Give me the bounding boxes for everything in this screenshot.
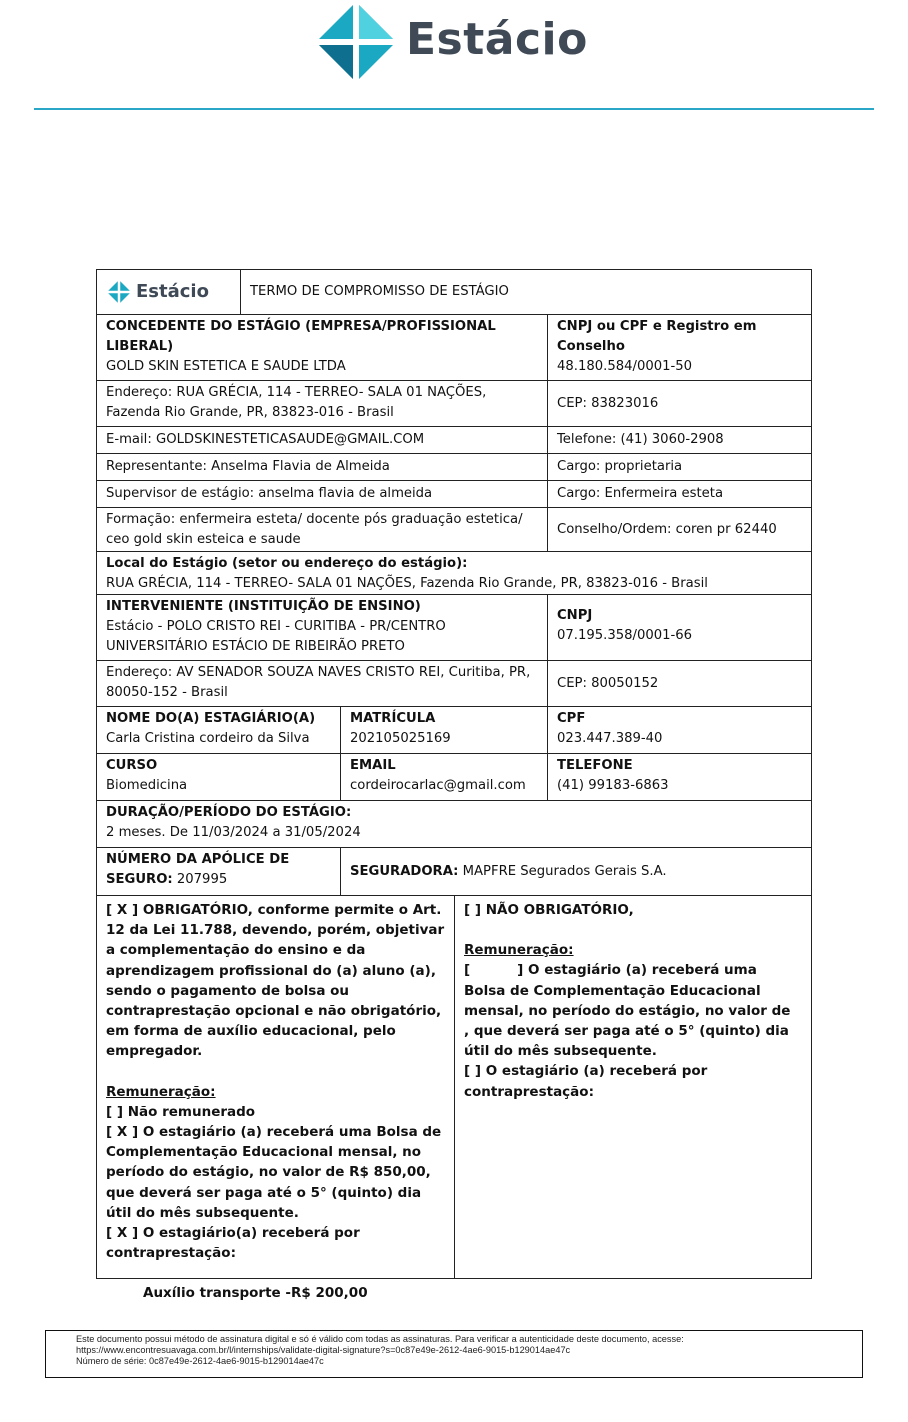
course-label: CURSO [106,758,158,773]
header-brand: Estácio [406,14,588,65]
student-name-label: NOME DO(A) ESTAGIÁRIO(A) [106,711,316,726]
signature-validation-link[interactable]: https://www.encontresuavaga.com.br/l/internships/validate-digital-signature?s=0c87e49e-2612-4ae6-9015-b129014ae47c [76,1345,571,1355]
duration-label: DURAÇÃO/PERÍODO DO ESTÁGIO: [106,805,352,820]
duration-row [97,800,811,847]
interveniente-name: Estácio - POLO CRISTO REI - CURITIBA - PR/CENTRO UNIVERSITÁRIO ESTÁCIO DE RIBEIRÃO PRETO [106,619,446,654]
interveniente-cnpj: 07.195.358/0001-66 [557,628,693,643]
student-email-label: EMAIL [350,758,396,773]
interveniente-label: INTERVENIENTE (INSTITUIÇÃO DE ENSINO) [106,599,421,614]
supervisor: Supervisor de estágio: anselma flavia de almeida [106,486,433,501]
policy-label: NÚMERO DA APÓLICE DE SEGURO: [106,852,290,887]
header-divider [34,108,874,110]
interveniente-cell [97,595,547,660]
estacio-small-logo-icon [106,279,132,305]
contact-row [97,426,811,453]
concedente-label: CONCEDENTE DO ESTÁGIO (EMPRESA/PROFISSIONAL LIBERAL) [106,319,496,354]
course-row [97,753,811,800]
title-row [97,270,811,314]
obrigatorio-rem-label: Remuneração: [106,1083,216,1100]
concedente-cnpj-cell [547,315,811,380]
interveniente-address-row [97,660,811,706]
obrigatorio-opt3: [ X ] O estagiário(a) receberá por contraprestação: [106,1225,360,1262]
concedente-address: Endereço: RUA GRÉCIA, 114 - TERREO- SALA 01 NAÇÕES, Fazenda Rio Grande, PR, 83823-016 - Brasil [106,385,487,420]
internship-type-section [97,895,885,1302]
duration-cell [97,801,811,847]
serial-number: Número de série: 0c87e49e-2612-4ae6-9015-b129014ae47c [76,1356,324,1366]
interveniente-address: Endereço: AV SENADOR SOUZA NAVES CRISTO REI, Curitiba, PR, 80050-152 - Brasil [106,665,531,700]
concedente-name: GOLD SKIN ESTETICA E SAUDE LTDA [106,359,346,374]
student-name: Carla Cristina cordeiro da Silva [106,731,310,746]
insurer-name: MAPFRE Segurados Gerais S.A. [462,863,667,879]
nao-obrigatorio-opt1: [ ] O estagiário (a) receberá uma Bolsa de Complementação Educacional mensal, no período do estágio, no valor de , que deverá ser paga até o 5° (quinto) dia útil do mês subsequente. [464,962,885,1060]
concedente-email: E-mail: GOLDSKINESTETICASAUDE@GMAIL.COM [106,432,425,447]
concedente-phone: Telefone: (41) 3060-2908 [547,427,811,453]
student-email: cordeirocarlac@gmail.com [350,778,526,793]
concedente-address-row [97,380,811,426]
interveniente-cnpj-cell [547,595,811,660]
student-phone: (41) 99183-6863 [557,778,669,793]
representative-role: Cargo: proprietaria [547,454,811,480]
student-email-cell [340,754,547,800]
obrigatorio-opt1: [ ] Não remunerado [106,1103,256,1120]
matricula: 202105025169 [350,731,451,746]
interveniente-cep: CEP: 80050152 [547,661,811,706]
course-cell [97,754,340,800]
cpf-cell [547,707,811,753]
signature-notice [45,1330,863,1378]
concedente-cnpj: 48.180.584/0001-50 [557,359,693,374]
obrigatorio-column [97,896,454,1302]
local-cell [97,552,811,594]
student-name-cell [97,707,340,753]
obrigatorio-heading: [ X ] OBRIGATÓRIO, conforme permite o Art. 12 da Lei 11.788, devendo, porém, objetivar a complementação do ensino e da aprendizagem profissional do (a) aluno (a), sendo o pagamento de bolsa ou contraprestação opcional e não obrigatório, em forma de auxílio educacional, pelo empregador. [106,902,445,1060]
policy-cell [97,848,340,895]
local-value: RUA GRÉCIA, 114 - TERREO- SALA 01 NAÇÕES, Fazenda Rio Grande, PR, 83823-016 - Brasil [106,576,708,591]
duration-value: 2 meses. De 11/03/2024 a 31/05/2024 [106,825,361,840]
interveniente-cnpj-label: CNPJ [557,608,593,623]
form-title: TERMO DE COMPROMISSO DE ESTÁGIO [240,270,811,314]
representative: Representante: Anselma Flavia de Almeida [106,459,390,474]
supervisor-row [97,480,811,507]
insurer-label: SEGURADORA: [350,863,459,879]
local-row [97,551,811,594]
interveniente-row [97,594,811,660]
nao-obrigatorio-rem-label: Remuneração: [464,942,574,959]
student-row [97,706,811,753]
form-table [96,269,885,1302]
supervisor-education: Formação: enfermeira esteta/ docente pós graduação estetica/ ceo gold skin esteica e saude [106,512,523,547]
nao-obrigatorio-opt2: [ ] O estagiário (a) receberá por contraprestação: [464,1063,708,1100]
header-logo [314,0,604,84]
supervisor-role: Cargo: Enfermeira esteta [547,481,811,507]
form-logo [97,270,240,314]
nao-obrigatorio-column [454,896,885,1278]
matricula-cell [340,707,547,753]
concedente-cell [97,315,547,380]
insurer-cell [340,848,811,895]
council: Conselho/Ordem: coren pr 62440 [547,508,811,551]
education-row [97,507,811,551]
representative-row [97,453,811,480]
student-phone-label: TELEFONE [557,758,633,773]
local-label: Local do Estágio (setor ou endereço do estágio): [106,556,468,571]
concedente-cnpj-label: CNPJ ou CPF e Registro em Conselho [557,319,757,354]
cpf-label: CPF [557,711,586,726]
estacio-logo-icon [314,0,398,84]
insurance-row [97,847,811,895]
course: Biomedicina [106,778,188,793]
form-brand: Estácio [136,281,209,302]
obrigatorio-extra: Auxílio transporte -R$ 200,00 [143,1285,368,1302]
policy-number: 207995 [176,872,228,887]
student-phone-cell [547,754,811,800]
signature-notice-text: Este documento possui método de assinatura digital e só é válido com todas as assinaturas. Para verificar a autenticidade deste documento, acesse: [76,1334,684,1344]
concedente-cep: CEP: 83823016 [547,381,811,426]
concedente-row [97,314,811,380]
cpf: 023.447.389-40 [557,731,663,746]
obrigatorio-opt2: [ X ] O estagiário (a) receberá uma Bolsa de Complementação Educacional mensal, no período do estágio, no valor de R$ 850,00, que deverá ser paga até o 5° (quinto) dia útil do mês subsequente. [106,1124,442,1221]
matricula-label: MATRÍCULA [350,711,436,726]
nao-obrigatorio-heading: [ ] NÃO OBRIGATÓRIO, [464,902,634,918]
